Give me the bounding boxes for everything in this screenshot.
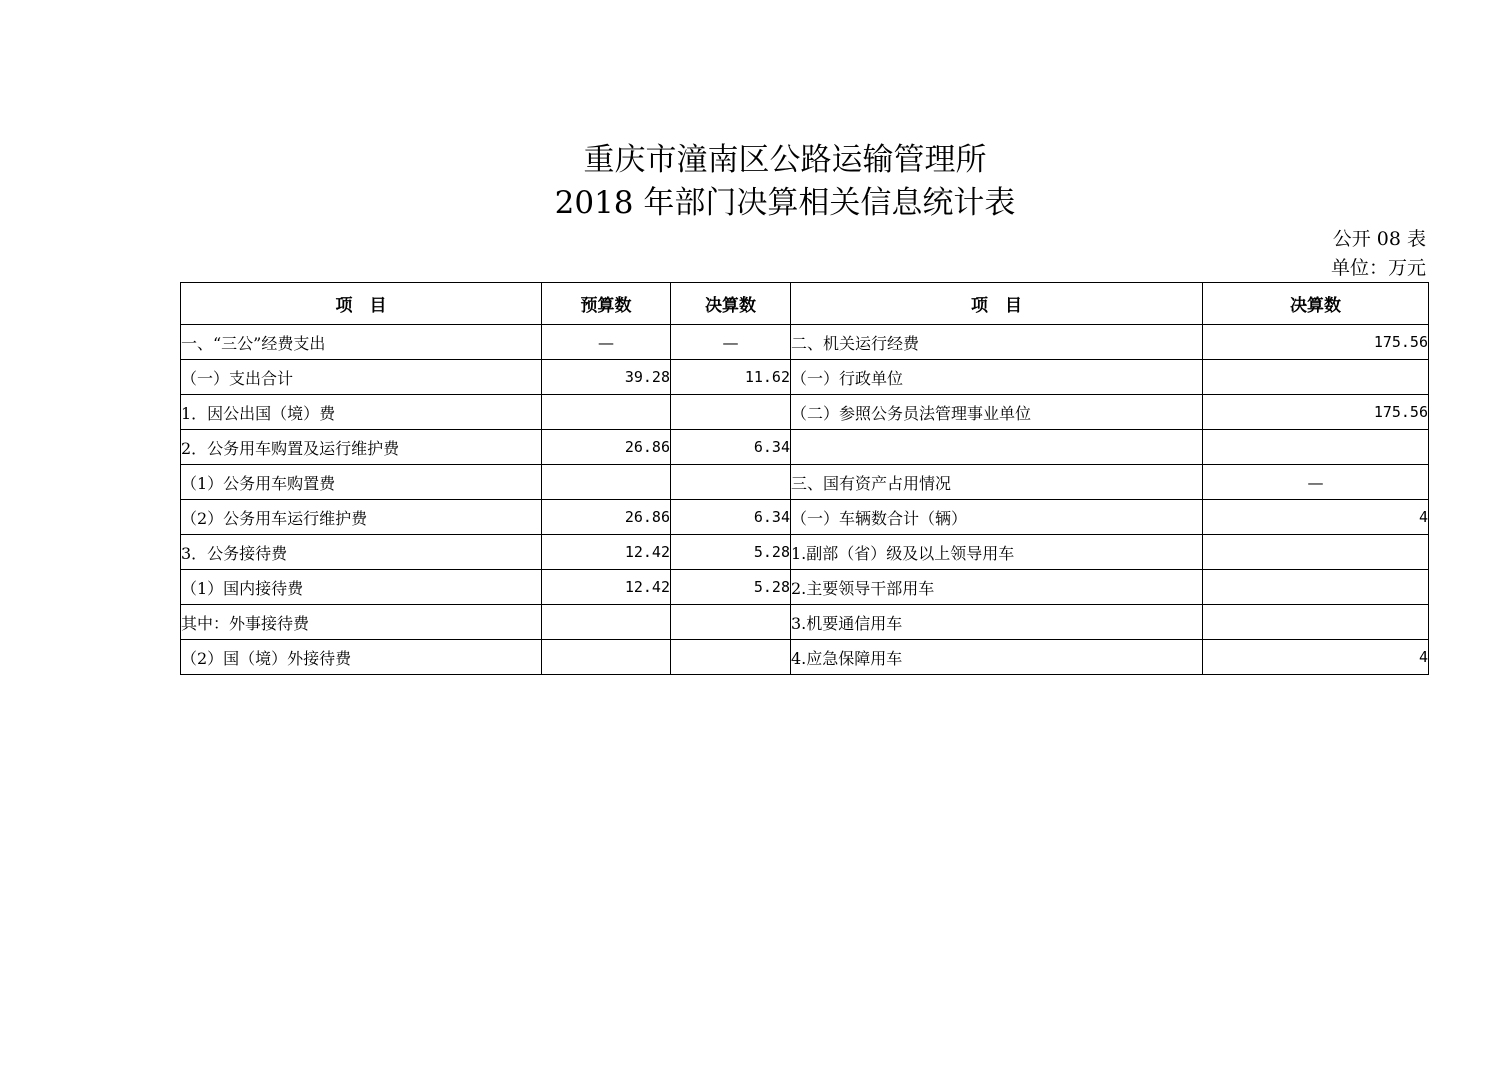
row-final: — <box>671 325 791 360</box>
row-item-right: 2.主要领导干部用车 <box>791 570 1203 605</box>
row-item-right: （一）行政单位 <box>791 360 1203 395</box>
row-item-left: （1）国内接待费 <box>181 570 542 605</box>
table-row <box>181 360 1429 395</box>
row-right-final: 4 <box>1203 500 1429 535</box>
page-title: 重庆市潼南区公路运输管理所 <box>583 142 987 178</box>
row-right-final: 175.56 <box>1203 325 1429 360</box>
row-item-left: 1．因公出国（境）费 <box>181 395 542 430</box>
row-budget: — <box>542 325 671 360</box>
col-header-final-right: 决算数 <box>1203 283 1429 325</box>
row-budget <box>542 465 671 500</box>
row-final: 5.28 <box>671 570 791 605</box>
table-row <box>181 465 1429 500</box>
row-item-right: 4.应急保障用车 <box>791 640 1203 675</box>
table-row <box>181 570 1429 605</box>
row-right-final <box>1203 360 1429 395</box>
row-item-right: 3.机要通信用车 <box>791 605 1203 640</box>
row-item-left: （2）国（境）外接待费 <box>181 640 542 675</box>
row-budget <box>542 605 671 640</box>
row-final: 5.28 <box>671 535 791 570</box>
row-right-final: 175.56 <box>1203 395 1429 430</box>
row-budget: 12.42 <box>542 535 671 570</box>
row-item-right: 二、机关运行经费 <box>791 325 1203 360</box>
row-budget: 26.86 <box>542 430 671 465</box>
row-item-left: 2．公务用车购置及运行维护费 <box>181 430 542 465</box>
row-right-final <box>1203 535 1429 570</box>
unit-label: 单位：万元 <box>1330 257 1426 279</box>
row-budget: 12.42 <box>542 570 671 605</box>
row-final: 6.34 <box>671 430 791 465</box>
row-item-right <box>791 430 1203 465</box>
row-budget <box>542 640 671 675</box>
row-item-left: 一、“三公”经费支出 <box>181 325 542 360</box>
row-item-right: （一）车辆数合计（辆） <box>791 500 1203 535</box>
row-item-right: 1.副部（省）级及以上领导用车 <box>791 535 1203 570</box>
statistics-table <box>180 282 1429 675</box>
table-row <box>181 325 1429 360</box>
row-final <box>671 465 791 500</box>
table-header-row <box>181 283 1429 325</box>
row-right-final <box>1203 605 1429 640</box>
page-subtitle: 2018 年部门决算相关信息统计表 <box>554 185 1016 221</box>
row-item-left: （2）公务用车运行维护费 <box>181 500 542 535</box>
table-code: 公开 08 表 <box>1332 228 1426 250</box>
row-item-left: （一）支出合计 <box>181 360 542 395</box>
table-row <box>181 430 1429 465</box>
table-row <box>181 535 1429 570</box>
row-budget: 26.86 <box>542 500 671 535</box>
row-final <box>671 605 791 640</box>
col-header-final-left: 决算数 <box>671 283 791 325</box>
table-row <box>181 395 1429 430</box>
row-right-final <box>1203 570 1429 605</box>
row-item-right: （二）参照公务员法管理事业单位 <box>791 395 1203 430</box>
row-right-final <box>1203 430 1429 465</box>
col-header-item-right: 项 目 <box>791 283 1203 325</box>
row-right-final: 4 <box>1203 640 1429 675</box>
row-final: 11.62 <box>671 360 791 395</box>
row-budget: 39.28 <box>542 360 671 395</box>
row-item-left: （1）公务用车购置费 <box>181 465 542 500</box>
row-final <box>671 640 791 675</box>
col-header-item-left: 项 目 <box>181 283 542 325</box>
row-item-left: 3．公务接待费 <box>181 535 542 570</box>
row-item-right: 三、国有资产占用情况 <box>791 465 1203 500</box>
row-right-final: — <box>1203 465 1429 500</box>
row-budget <box>542 395 671 430</box>
table-row <box>181 500 1429 535</box>
row-item-left: 其中：外事接待费 <box>181 605 542 640</box>
row-final: 6.34 <box>671 500 791 535</box>
table-row <box>181 640 1429 675</box>
table-row <box>181 605 1429 640</box>
row-final <box>671 395 791 430</box>
col-header-budget: 预算数 <box>542 283 671 325</box>
